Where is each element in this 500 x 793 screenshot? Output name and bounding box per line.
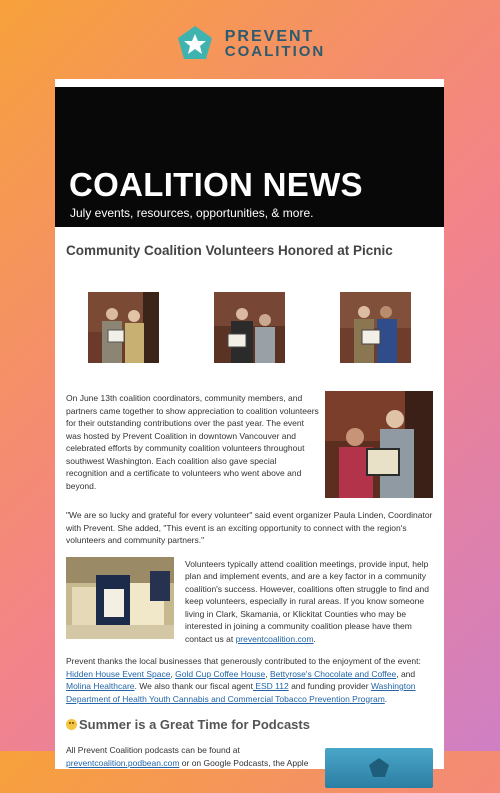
bettyrose-link[interactable]: Bettyrose's Chocolate and Coffee [270,668,397,679]
thanks-sep-3: , and [396,668,416,679]
organizer-quote: "We are so lucky and grateful for every volunteer" said event organizer Paula Linden, Coordinator with Prevent. She added, "This event is an exciting opportunity to connect with the region's volunteers and community partners." [66,510,433,545]
photo-strip [88,292,411,363]
card-top-bar [55,79,444,87]
newsletter-body [55,243,444,788]
article-row-1 [66,391,433,498]
volunteer-photo-2[interactable] [214,292,285,363]
thanks-sep-1: , [170,668,176,679]
podcast-text-2: or on Google Podcasts, the Apple [179,757,309,768]
volunteer-photo-3[interactable] [340,292,411,363]
preventcoalition-link[interactable]: preventcoalition.com [235,633,314,644]
article-paragraph-1: On June 13th coalition coordinators, community members, and partners came together to show appreciation to coalition volunteers for their outstanding contributions over the past year. The event was hosted by Prevent Coalition in downtown Vancouver and celebrated efforts by community coalition volunteers throughout southwest Washington. Each coalition also gave special recognition and a certificate to volunteers who went above and beyond. [66,393,319,491]
hidden-house-link[interactable]: Hidden House Event Space [66,668,171,679]
hero-title: COALITION NEWS [69,166,363,203]
hero-banner [55,87,444,227]
esd-112-link[interactable]: ESD 112 [252,681,289,691]
thanks-mid-2: and funding provider [288,681,371,691]
article-heading: Community Coalition Volunteers Honored at Picnic [66,243,393,258]
prevent-coalition-logo-icon [175,24,215,64]
newsletter-card [55,79,444,769]
molina-link[interactable]: Molina Healthcare [66,681,135,691]
podcast-heading-text: Summer is a Great Time for Podcasts [79,717,310,732]
hero-subtitle: July events, resources, opportunities, & more. [70,206,314,220]
brand-line1: PREVENT [224,28,315,45]
podcast-text-1: All Prevent Coalition podcasts can be found at [66,745,240,755]
article-paragraph-2 [185,557,433,646]
thanks-sep-2: , [265,668,270,679]
thanks-intro: Prevent thanks the local businesses that generously contributed to the enjoyment of the event: [66,656,421,666]
smiley-icon [66,719,77,730]
paragraph-2-text: Volunteers typically attend coalition meetings, provide input, help plan and implement events, and are a key factor in a community coalition's success. However, coalitions often struggle to find and keep volunteers, especially in rural areas. If you know someone living in Clark, Skamania, or Klickitat Counties who may be interested in joining a community coalition please have them contact us at [185,558,430,644]
volunteers-certificate-photo[interactable] [325,391,433,498]
gold-cup-link[interactable]: Gold Cup Coffee House [175,668,266,679]
thanks-end: . [384,693,388,704]
podbean-link[interactable]: preventcoalition.podbean.com [66,757,180,768]
thanks-paragraph [66,655,433,705]
gift-bags-photo[interactable] [66,557,174,639]
volunteer-photo-1[interactable] [88,292,159,363]
podcast-thumbnail[interactable] [325,748,433,788]
podcast-heading [66,717,433,732]
brand-header [0,22,500,66]
article-row-2 [66,557,433,646]
wa-doh-link[interactable]: Washington Department of Health Youth Cannabis and Commercial Tobacco Prevention Program [66,681,416,704]
podcast-row [66,744,433,788]
brand-wordmark [225,29,326,59]
thanks-mid: . We also thank our fiscal agent [134,681,253,691]
paragraph-2-end: . [313,633,316,644]
brand-line2: COALITION [224,43,326,60]
podcast-paragraph [66,744,320,788]
